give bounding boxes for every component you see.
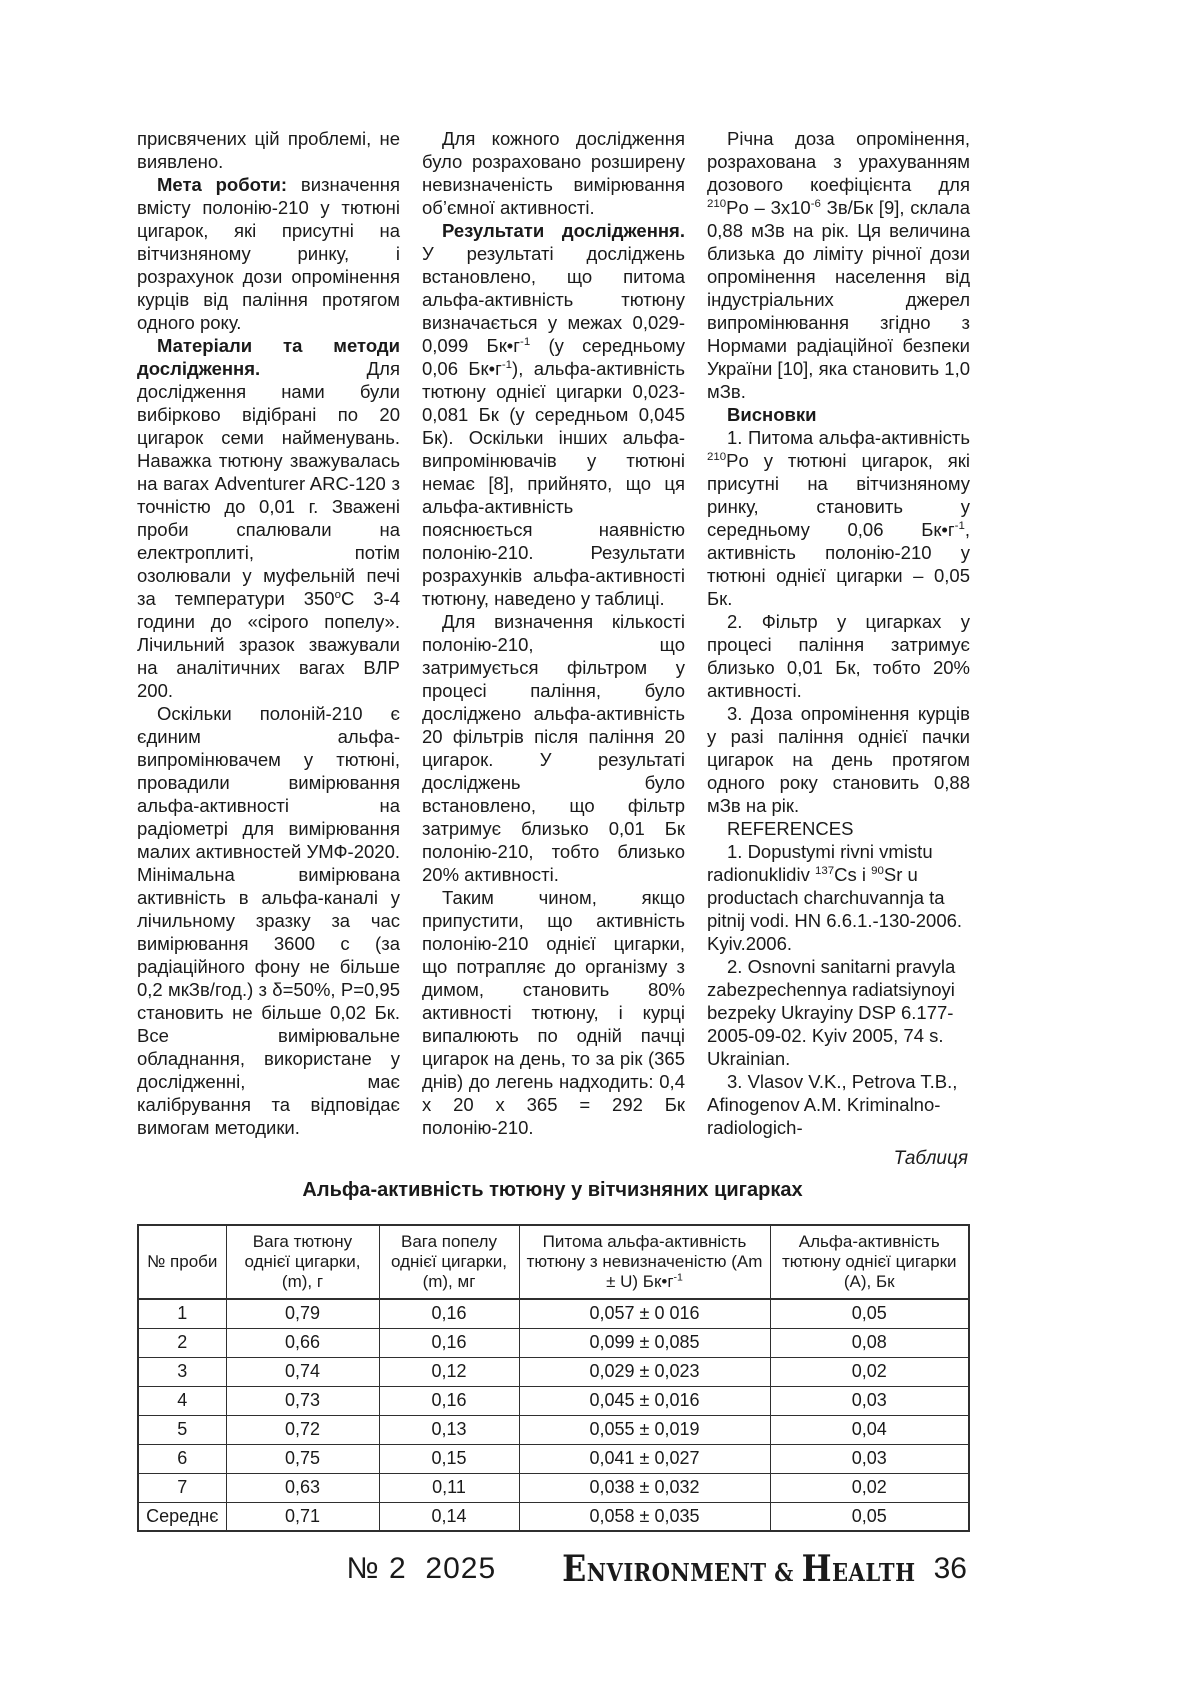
table-cell: 1 [138, 1299, 226, 1328]
paragraph: 1. Питома альфа-активність $^{210}$Po у тютюні цигарок, які присутні на вітчизняному ринку, становить у середньому 0,06 $Бк•г^{-1}$, активність полонію-210 у тютюні однієї цигарки – 0,05 Бк. [707, 427, 970, 609]
references-heading: REFERENCES [727, 818, 854, 839]
table-cell: 6 [138, 1444, 226, 1473]
table-cell: 0,14 [379, 1502, 519, 1531]
table-cell: 7 [138, 1473, 226, 1502]
table-row [138, 1502, 969, 1531]
text-column-2 [422, 127, 685, 1139]
table-cell: 0,045 ± 0,016 [519, 1386, 770, 1415]
table-header-row [138, 1225, 969, 1299]
table-cell: 0,03 [770, 1386, 969, 1415]
reference-item: 2. Osnovni sanitarni pravyla zabezpechennya radiatsiynoyi bezpeky Ukrayiny DSP 6.177-2005-09-02. Kyiv 2005, 74 s. Ukrainian. [707, 956, 956, 1069]
table-body [138, 1299, 969, 1531]
table-cell: 0,16 [379, 1386, 519, 1415]
table-cell: 0,74 [226, 1357, 379, 1386]
table-cell: 0,038 ± 0,032 [519, 1473, 770, 1502]
table-row [138, 1299, 969, 1328]
table-row [138, 1473, 969, 1502]
table-cell: 0,041 ± 0,027 [519, 1444, 770, 1473]
table-row [138, 1328, 969, 1357]
table-cell: 0,08 [770, 1328, 969, 1357]
table-cell: 0,02 [770, 1357, 969, 1386]
table-cell: 0,72 [226, 1415, 379, 1444]
table-cell: 0,099 ± 0,085 [519, 1328, 770, 1357]
paragraph: Для кожного дослідження було розраховано розширену невизначеність вимірювання об’ємної активності. [422, 128, 685, 218]
paragraph: Таким чином, якщо припустити, що активність полонію-210 однієї цигарки, що потрапляє до організму з димом, становить 80% активності тютюну, і курці випалюють по одній пачці цигарок на день, то за рік (365 днів) до легень надходить: 0,4 х 20 х 365 = 292 Бк полонію-210. [422, 887, 685, 1138]
table-cell: 0,12 [379, 1357, 519, 1386]
col-header-ash-weight: Вага попелу однієї цигарки, (m), мг [379, 1225, 519, 1299]
text-column-3 [707, 127, 970, 1139]
table-cell: 0,03 [770, 1444, 969, 1473]
table-cell: 3 [138, 1357, 226, 1386]
paragraph: Матеріали та методи дослідження. Для дослідження нами були вибірково відібрані по 20 цигарок семи найменувань. Наважка тютюну зважувалась на вагах Adventurer ARC-120 з точністю до 0,01 г. Зважені проби спалювали на електроплиті, потім озолювали у муфельній печі за температури $350^оС$ 3-4 години до «сірого попелу». Лічильний зразок зважували на аналітичних вагах ВЛР 200. [137, 335, 400, 701]
col-header-cigarette-activity: Альфа-активність тютюну однієї цигарки (А), Бк [770, 1225, 969, 1299]
section-heading: Висновки [727, 404, 817, 425]
table-cell: 0,055 ± 0,019 [519, 1415, 770, 1444]
paragraph: Результати дослідження. У результаті досліджень встановлено, що питома альфа-активність тютюну визначається у межах 0,029-0,099 $Бк•г^{-1}$ (у середньому 0,06 $Бк•г^{-1}$), альфа-активність тютюну однієї цигарки 0,023-0,081 Бк (у середньом 0,045 Бк). Оскільки інших альфа-випромінювачів у тютюні немає [8], прийнято, що ця альфа-активність пояснюється наявністю полонію-210. Результати розрахунків альфа-активності тютюну, наведено у таблиці. [422, 220, 685, 609]
table-cell: Середнє [138, 1502, 226, 1531]
table-cell: 0,66 [226, 1328, 379, 1357]
table-label: Таблиця [893, 1148, 968, 1169]
table-cell: 0,79 [226, 1299, 379, 1328]
page-footer [347, 1546, 967, 1592]
paragraph: Річна доза опромінення, розрахована з урахуванням дозового коефіцієнта для $^{210}Po - 3х10^{-6}$ Зв/Бк [9], склала 0,88 мЗв на рік. Ця величина близька до ліміту річної дози опромінення населення від індустріальних джерел випромінювання згідно з Нормами радіаційної безпеки України [10], яка становить 1,0 мЗв. [707, 128, 970, 402]
reference-item: 3. Vlasov V.K., Petrova T.B., Afinogenov A.M. Kriminalno-radiologich- [707, 1071, 958, 1138]
table-cell: 0,71 [226, 1502, 379, 1531]
table-cell: 0,057 ± 0 016 [519, 1299, 770, 1328]
issue-label: № 2 2025 [346, 1552, 497, 1585]
table-block [137, 1148, 968, 1532]
table-row [138, 1444, 969, 1473]
paragraph: 2. Фільтр у цигарках у процесі паління затримує близько 0,01 Бк, тобто 20% активності. [707, 611, 970, 701]
table-cell: 4 [138, 1386, 226, 1415]
table-cell: 0,02 [770, 1473, 969, 1502]
table-cell: 0,63 [226, 1473, 379, 1502]
table-cell: 0,058 ± 0,035 [519, 1502, 770, 1531]
table-cell: 0,15 [379, 1444, 519, 1473]
paragraph: Мета роботи: визначення вмісту полонію-210 у тютюні цигарок, які присутні на вітчизняному ринку, і розрахунок дози опромінення курців від паління протягом одного року. [137, 174, 401, 333]
table-cell: 0,04 [770, 1415, 969, 1444]
table-row [138, 1357, 969, 1386]
table-cell: 5 [138, 1415, 226, 1444]
journal-logo: ENVIRONMENT & HEALTH [562, 1548, 916, 1590]
table-cell: 0,029 ± 0,023 [519, 1357, 770, 1386]
page-number: 36 [933, 1552, 967, 1585]
paragraph: присвячених цій проблемі, не виявлено. [137, 128, 400, 172]
table-cell: 0,11 [379, 1473, 519, 1502]
paragraph: Для визначення кількості полонію-210, що затримується фільтром у процесі паління, було досліджено альфа-активність 20 фільтрів після паління 20 цигарок. У результаті досліджень було встановлено, що фільтр затримує близько 0,01 Бк полонію-210, тобто близько 20% активності. [422, 611, 685, 885]
table-cell: 0,05 [770, 1502, 969, 1531]
paragraph: Оскільки полоній-210 є єдиним альфа-випромінювачем у тютюні, провадили вимірювання альфа-активності на радіометрі для вимірювання малих активностей УМФ-2020. Мінімальна вимірювана активність в альфа-каналі у лічильному зразку за час вимірювання 3600 с (за радіаційного фону не більше 0,2 мкЗв/год.) з δ=50%, Р=0,95 становить не більше 0,02 Бк. Все вимірювальне обладнання, використане у дослідженні, має калібрування та відповідає вимогам методики. [137, 703, 401, 1138]
table-cell: 0,13 [379, 1415, 519, 1444]
paragraph: 3. Доза опромінення курців у разі паління однієї пачки цигарок на день протягом одного року становить 0,88 мЗв на рік. [707, 703, 970, 816]
col-header-tobacco-weight: Вага тютюну однієї цигарки, (m), г [226, 1225, 379, 1299]
table-cell: 0,73 [226, 1386, 379, 1415]
table-header [138, 1225, 969, 1299]
reference-item: 1. Dopustymi rivni vmistu radionuklidiv $^{137}$Cs i $^{90}$Sr u productach charchuvannja ta pitnij vodi. HN 6.6.1.-130-2006. Kyiv.2006. [707, 841, 963, 954]
table-cell: 0,05 [770, 1299, 969, 1328]
col-header-specific-activity: Питома альфа-активність тютюну з невизначеністю (Аm ± U) $Бк•г^{-1}$ [519, 1225, 770, 1299]
data-table [137, 1224, 970, 1532]
article-body [137, 127, 970, 1139]
text-column-1 [137, 127, 400, 1139]
table-title: Альфа-активність тютюну у вітчизняних цигарках [302, 1179, 803, 1201]
table-row [138, 1386, 969, 1415]
table-cell: 0,75 [226, 1444, 379, 1473]
table-row [138, 1415, 969, 1444]
table-cell: 0,16 [379, 1299, 519, 1328]
table-cell: 0,16 [379, 1328, 519, 1357]
col-header-sample-no: № проби [138, 1225, 226, 1299]
table-cell: 2 [138, 1328, 226, 1357]
